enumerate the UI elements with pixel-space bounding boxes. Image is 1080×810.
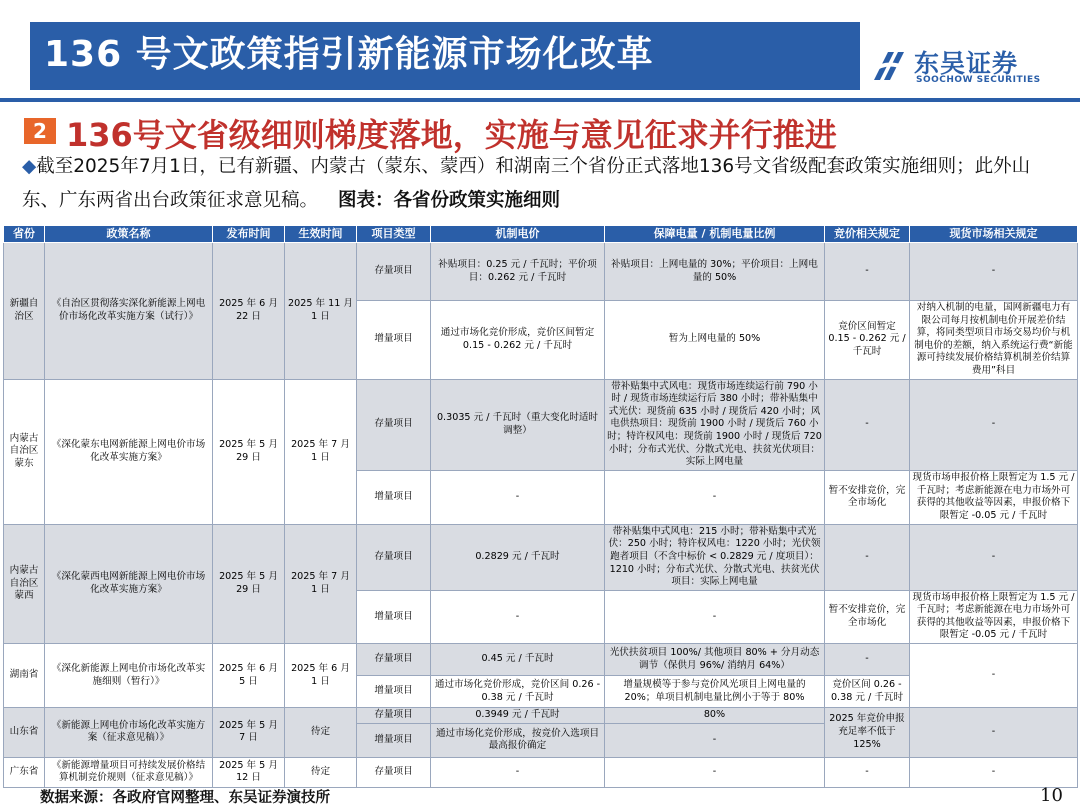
type-cell: 增量项目 — [357, 676, 431, 708]
page-title: 136 号文政策指引新能源市场化改革 — [44, 34, 654, 75]
province-cell: 新疆自治区 — [4, 243, 45, 380]
price-cell: 0.2829 元 / 千瓦时 — [431, 524, 605, 590]
publish-cell: 2025 年 5 月 12 日 — [213, 757, 285, 787]
summary-text: 截至2025年7月1日，已有新疆、内蒙古（蒙东、蒙西）和湖南三个省份正式落地136号文省级配套政策实施细则；此外山东、广东两省出台政策征求意见稿。 — [22, 156, 1031, 211]
publish-cell: 2025 年 5 月 29 日 — [213, 379, 285, 524]
spot-cell: 现货市场申报价格上限暂定为 1.5 元 / 千瓦时；考虑新能源在电力市场外可获得的其他收益等因素，申报价格下限暂定 -0.05 元 / 千瓦时 — [910, 470, 1078, 524]
effective-cell: 2025 年 7 月 1 日 — [285, 524, 357, 643]
ratio-cell: 补贴项目：上网电量的 30%；平价项目：上网电量的 50% — [605, 243, 825, 301]
spot-cell: - — [910, 379, 1078, 470]
table-row — [4, 243, 1078, 301]
price-cell: 补贴项目：0.25 元 / 千瓦时；平价项目：0.262 元 / 千瓦时 — [431, 243, 605, 301]
price-cell: 0.45 元 / 千瓦时 — [431, 644, 605, 676]
spot-cell: 对纳入机制的电量，国网新疆电力有限公司每月按机制电价开展差价结算，将同类型项目市场交易均价与机制电价的差额，纳入系统运行费“新能源可持续发展价格结算机制差价结算费用”科目 — [910, 301, 1078, 380]
publish-cell: 2025 年 6 月 22 日 — [213, 243, 285, 380]
price-cell: 0.3949 元 / 千瓦时 — [431, 708, 605, 724]
spot-cell: - — [910, 243, 1078, 301]
spot-cell: - — [910, 644, 1078, 708]
table-row — [4, 379, 1078, 470]
ratio-cell: 增量规模等于参与竞价风光项目上网电量的 20%；单项目机制电量比例小于等于 80% — [605, 676, 825, 708]
table-row — [4, 708, 1078, 724]
type-cell: 存量项目 — [357, 524, 431, 590]
price-cell: 0.3035 元 / 千瓦时（重大变化时适时调整） — [431, 379, 605, 470]
ratio-cell: 带补贴集中式风电：现货市场连续运行前 790 小时 / 现货市场连续运行后 380 小时；带补贴集中式光伏：现货前 635 小时 / 现货后 420 小时；风电供热项目：现货前 1900 小时 / 现货后 760 小时；特许权风电：现货前 1900 小时 / 现货后 720 小时；分布式光伏、分散式光电、扶贫光伏项目：实际上网电量 — [605, 379, 825, 470]
ratio-cell: - — [605, 723, 825, 757]
bid-cell: - — [825, 243, 910, 301]
province-cell: 内蒙古自治区蒙东 — [4, 379, 45, 524]
policy-cell: 《新能源增量项目可持续发展价格结算机制竞价规则（征求意见稿）》 — [45, 757, 213, 787]
price-cell: - — [431, 470, 605, 524]
effective-cell: 待定 — [285, 708, 357, 758]
section-number-badge: 2 — [24, 118, 56, 144]
data-source-note: 数据来源：各政府官网整理、东吴证券演技所 — [40, 790, 330, 806]
header-price: 机制电价 — [431, 226, 605, 243]
bullet-diamond-icon: ◆ — [22, 156, 37, 177]
price-cell: - — [431, 757, 605, 787]
bid-cell: 暂不安排竞价，完全市场化 — [825, 470, 910, 524]
ratio-cell: 80% — [605, 708, 825, 724]
price-cell: - — [431, 590, 605, 643]
publish-cell: 2025 年 5 月 29 日 — [213, 524, 285, 643]
logo-text-en: SOOCHOW SECURITIES — [916, 75, 1041, 85]
soochow-logo-icon — [868, 46, 908, 86]
publish-cell: 2025 年 6 月 5 日 — [213, 644, 285, 708]
publish-cell: 2025 年 5 月 7 日 — [213, 708, 285, 758]
table-row — [4, 757, 1078, 787]
type-cell: 增量项目 — [357, 470, 431, 524]
ratio-cell: - — [605, 590, 825, 643]
province-cell: 内蒙古自治区蒙西 — [4, 524, 45, 643]
bid-cell: 暂不安排竞价，完全市场化 — [825, 590, 910, 643]
header-effective: 生效时间 — [285, 226, 357, 243]
spot-cell: - — [910, 757, 1078, 787]
spot-cell: - — [910, 524, 1078, 590]
ratio-cell: - — [605, 757, 825, 787]
province-cell: 山东省 — [4, 708, 45, 758]
policy-cell: 《深化蒙西电网新能源上网电价市场化改革实施方案》 — [45, 524, 213, 643]
policy-cell: 《新能源上网电价市场化改革实施方案（征求意见稿）》 — [45, 708, 213, 758]
spot-cell: 现货市场申报价格上限暂定为 1.5 元 / 千瓦时；考虑新能源在电力市场外可获得的其他收益等因素，申报价格下限暂定 -0.05 元 / 千瓦时 — [910, 590, 1078, 643]
type-cell: 存量项目 — [357, 644, 431, 676]
policy-cell: 《深化蒙东电网新能源上网电价市场化改革实施方案》 — [45, 379, 213, 524]
type-cell: 存量项目 — [357, 379, 431, 470]
price-cell: 通过市场化竞价形成，按竞价入选项目最高报价确定 — [431, 723, 605, 757]
ratio-cell: 暂为上网电量的 50% — [605, 301, 825, 380]
province-cell: 湖南省 — [4, 644, 45, 708]
bid-cell: 竞价区间暂定 0.15 - 0.262 元 / 千瓦时 — [825, 301, 910, 380]
bid-cell: - — [825, 379, 910, 470]
ratio-cell: 光伏扶贫项目 100%/ 其他项目 80% + 分月动态调节（保供月 96%/ 消纳月 64%） — [605, 644, 825, 676]
ratio-cell: 带补贴集中式风电：215 小时；带补贴集中式光伏：250 小时；特许权风电：1220 小时；光伏领跑者项目（不含中标价 < 0.2829 元 / 度项目）：1210 小时；分布式光伏、分散式光电、扶贫光伏项目：实际上网电量 — [605, 524, 825, 590]
type-cell: 存量项目 — [357, 757, 431, 787]
type-cell: 存量项目 — [357, 708, 431, 724]
header-spot: 现货市场相关规定 — [910, 226, 1078, 243]
bid-cell: - — [825, 644, 910, 676]
price-cell: 通过市场化竞价形成，竞价区间 0.26 - 0.38 元 / 千瓦时 — [431, 676, 605, 708]
type-cell: 增量项目 — [357, 301, 431, 380]
effective-cell: 2025 年 7 月 1 日 — [285, 379, 357, 524]
header-policy: 政策名称 — [45, 226, 213, 243]
effective-cell: 待定 — [285, 757, 357, 787]
header-divider — [0, 98, 1080, 102]
bid-cell: - — [825, 524, 910, 590]
ratio-cell: - — [605, 470, 825, 524]
bid-cell: 2025 年竞价申报充足率不低于 125% — [825, 708, 910, 758]
logo — [868, 44, 1058, 92]
summary-paragraph — [22, 150, 1062, 218]
bid-cell: 竞价区间 0.26 - 0.38 元 / 千瓦时 — [825, 676, 910, 708]
header-province: 省份 — [4, 226, 45, 243]
section-title: 136号文省级细则梯度落地，实施与意见征求并行推进 — [66, 116, 837, 154]
page-number: 10 — [1040, 785, 1063, 806]
effective-cell: 2025 年 6 月 1 日 — [285, 644, 357, 708]
table-header-row — [4, 226, 1078, 243]
table-row — [4, 524, 1078, 590]
type-cell: 增量项目 — [357, 590, 431, 643]
logo-text-cn: 东吴证券 — [914, 49, 1019, 78]
province-cell: 广东省 — [4, 757, 45, 787]
policy-cell: 《自治区贯彻落实深化新能源上网电价市场化改革实施方案（试行）》 — [45, 243, 213, 380]
table-row — [4, 644, 1078, 676]
figure-caption: 图表：各省份政策实施细则 — [338, 190, 561, 211]
header-type: 项目类型 — [357, 226, 431, 243]
type-cell: 存量项目 — [357, 243, 431, 301]
spot-cell: - — [910, 708, 1078, 758]
type-cell: 增量项目 — [357, 723, 431, 757]
price-cell: 通过市场化竞价形成，竞价区间暂定 0.15 - 0.262 元 / 千瓦时 — [431, 301, 605, 380]
header-ratio: 保障电量 / 机制电量比例 — [605, 226, 825, 243]
header-bid: 竞价相关规定 — [825, 226, 910, 243]
bid-cell: - — [825, 757, 910, 787]
policy-table — [3, 225, 1078, 788]
policy-cell: 《深化新能源上网电价市场化改革实施细则（暂行）》 — [45, 644, 213, 708]
effective-cell: 2025 年 11 月 1 日 — [285, 243, 357, 380]
header-publish: 发布时间 — [213, 226, 285, 243]
